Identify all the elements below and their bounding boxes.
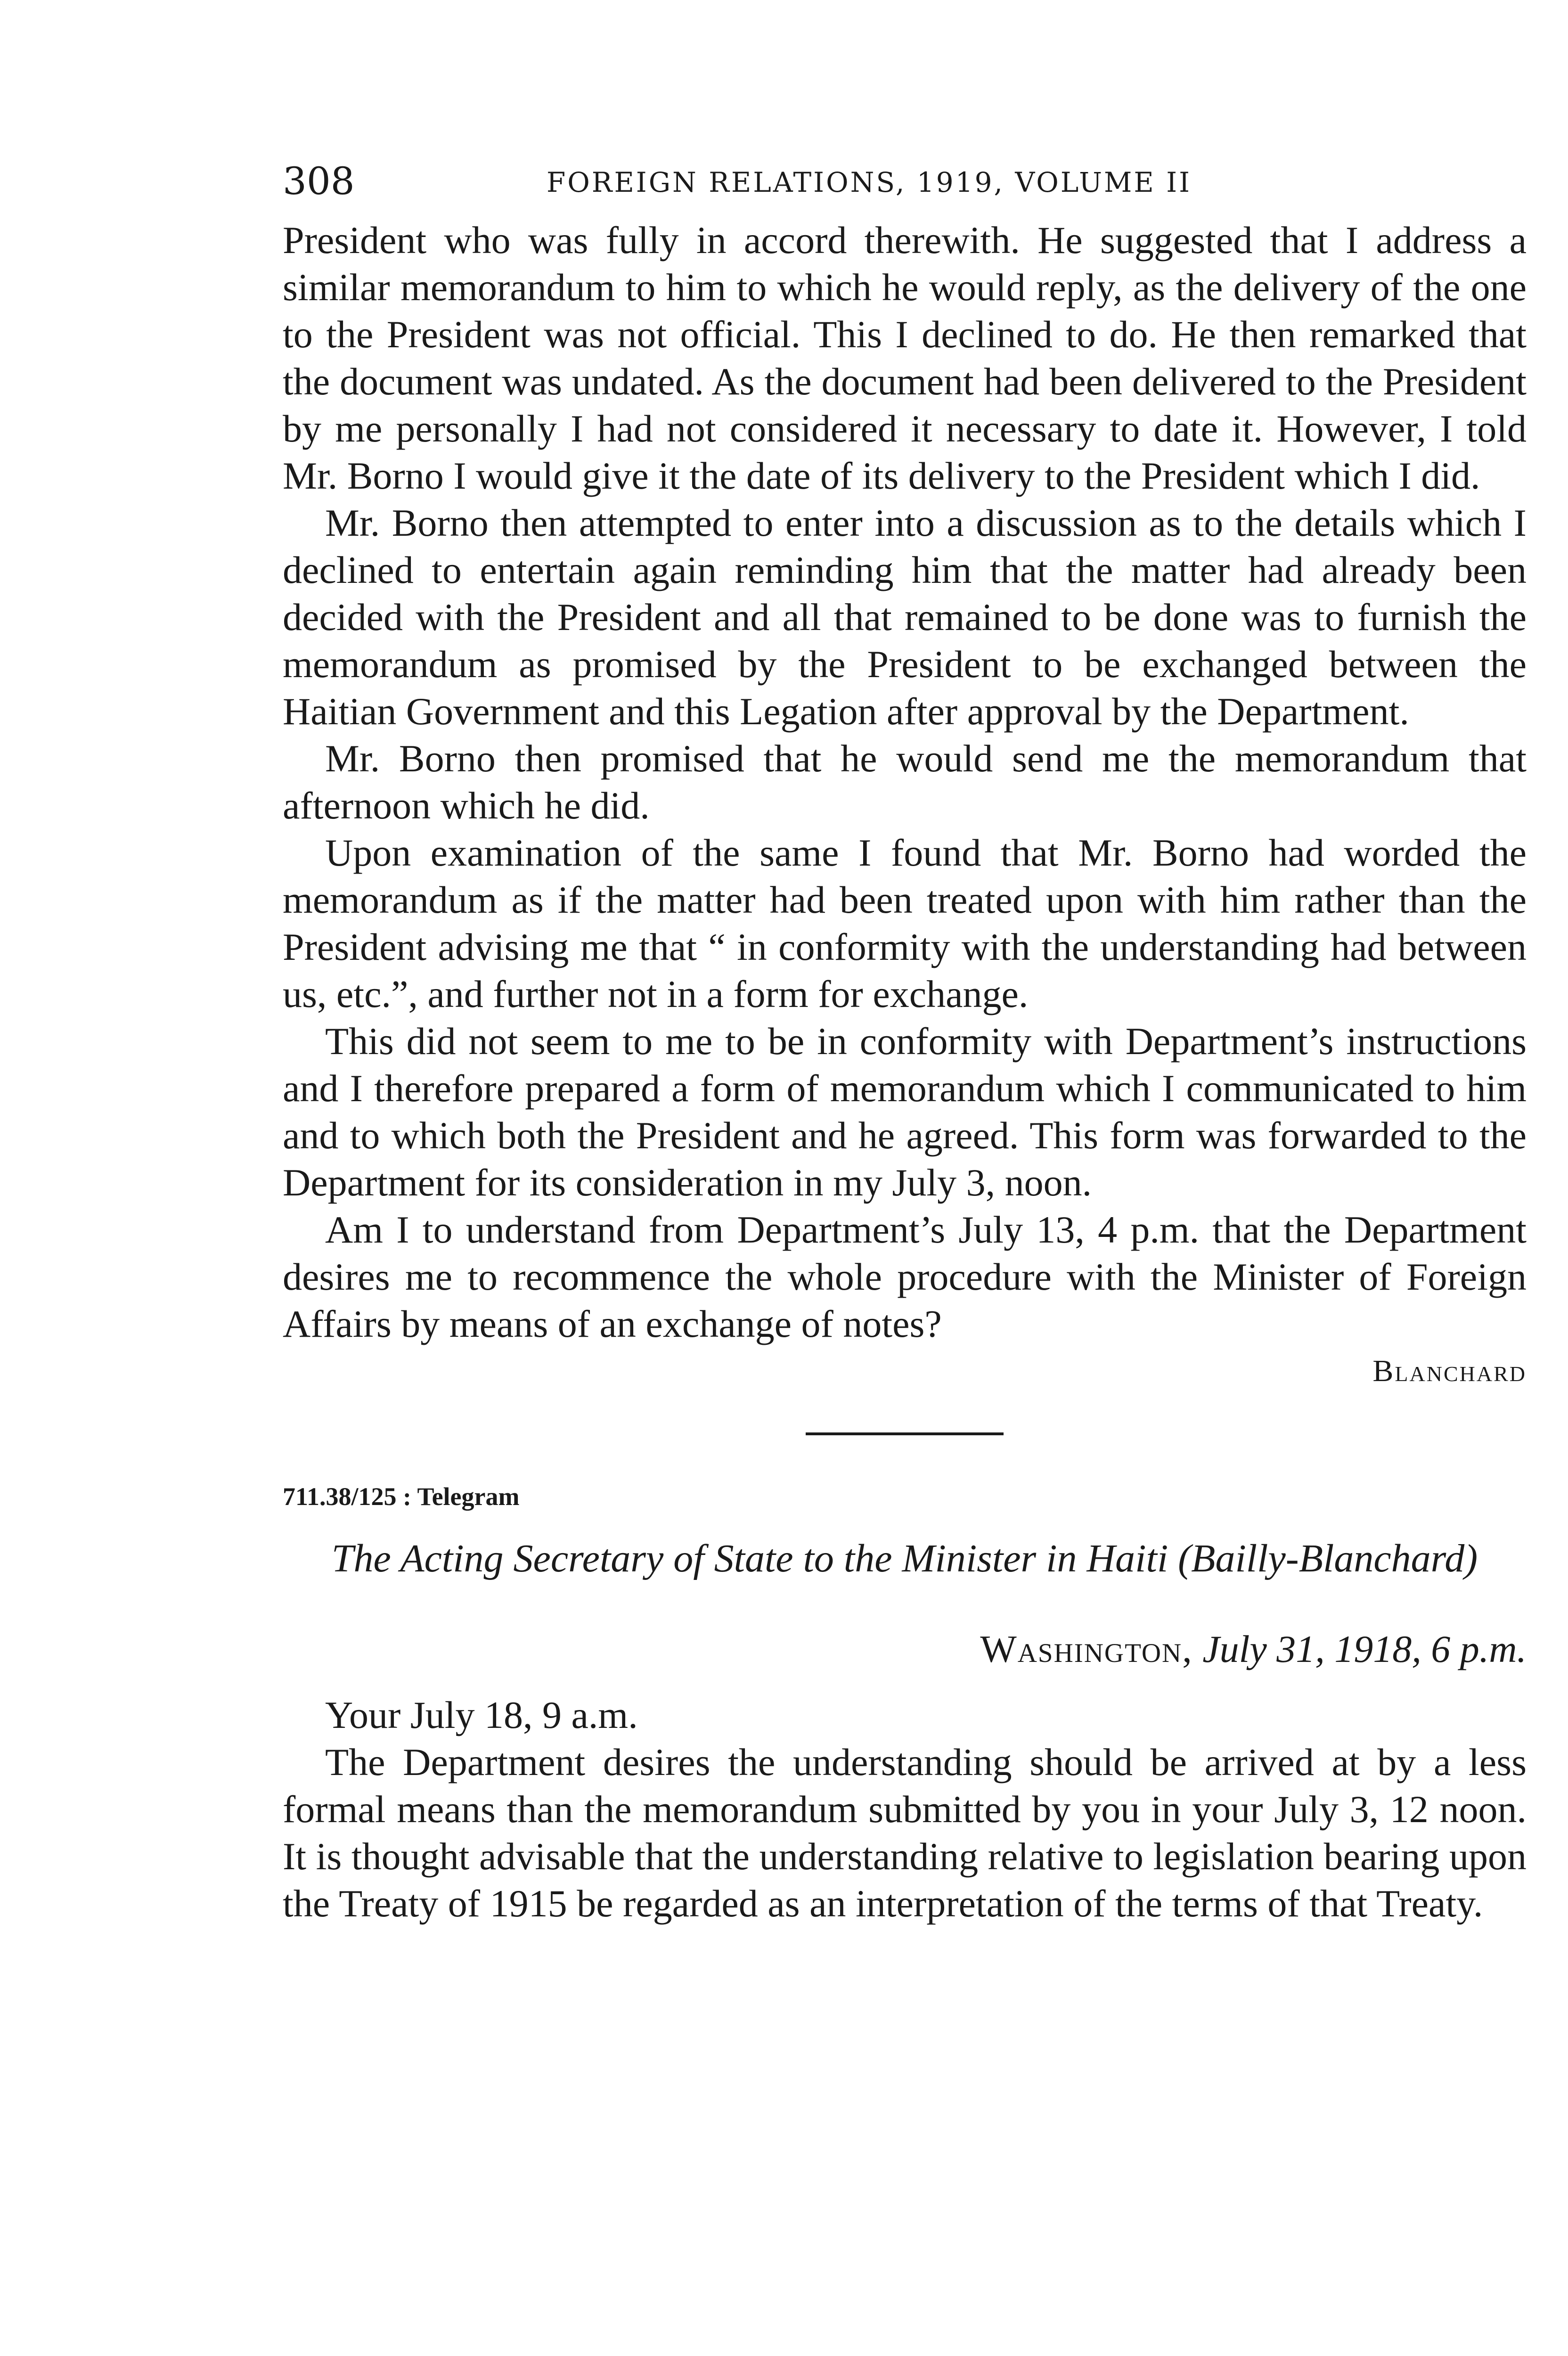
paragraph: Upon examination of the same I found that Mr. Borno had worded the memorandum as if the matter had been treated upon with him rather than the President advising me that “ in conformity with the understanding had between us, etc.”, and further not in a form for exchange. (283, 831, 1527, 1015)
dateline-date: July 31, 1918, 6 p.m. (1202, 1628, 1527, 1670)
document-page (283, 155, 1527, 1927)
dateline (283, 1626, 1527, 1673)
section-divider (806, 1432, 1004, 1435)
document-heading: The Acting Secretary of State to the Minister in Haiti (Bailly-Blanchard) (331, 1537, 1478, 1580)
second-document-body (283, 1692, 1527, 1927)
paragraph: The Department desires the understanding should be arrived at by a less formal means than the memorandum submitted by you in your July 3, 12 noon. It is thought advisable that the understanding relative to legislation bearing upon the Treaty of 1915 be regarded as an interpretation of the terms of that Treaty. (283, 1741, 1527, 1925)
page-number: 308 (283, 159, 355, 203)
paragraph: Your July 18, 9 a.m. (325, 1693, 638, 1736)
file-reference: 711.38/125 : Telegram (283, 1482, 520, 1511)
signature: Blanchard (1372, 1354, 1527, 1388)
paragraph: This did not seem to me to be in conformity with Department’s instructions and I therefore prepared a form of memorandum which I communicated to him and to which both the President and he agreed. This form was forwarded to the Department for its consideration in my July 3, noon. (283, 1020, 1527, 1204)
dateline-place: Washington, (980, 1628, 1193, 1670)
running-head (283, 155, 1527, 217)
paragraph: Am I to understand from Department’s July 13, 4 p.m. that the Department desires me to recommence the whole procedure with the Minister of Foreign Affairs by means of an exchange of notes? (283, 1208, 1527, 1345)
paragraph-continuation: President who was fully in accord therewith. He suggested that I address a similar memorandum to him to which he would reply, as the delivery of the one to the President was not official. This I declined to do. He then remarked that the document was undated. As the document had been delivered to the President by me personally I had not considered it necessary to date it. However, I told Mr. Borno I would give it the date of its delivery to the President which I did. (283, 219, 1527, 497)
paragraph: Mr. Borno then promised that he would send me the memorandum that afternoon which he did. (283, 737, 1527, 827)
paragraph: Mr. Borno then attempted to enter into a discussion as to the details which I declined to entertain again reminding him that the matter had already been decided with the President and all that remained to be done was to furnish the memorandum as promised by the President to be exchanged between the Haitian Government and this Legation after approval by the Department. (283, 501, 1527, 733)
first-document-body (283, 217, 1527, 1348)
running-title: FOREIGN RELATIONS, 1919, VOLUME II (547, 166, 1192, 198)
